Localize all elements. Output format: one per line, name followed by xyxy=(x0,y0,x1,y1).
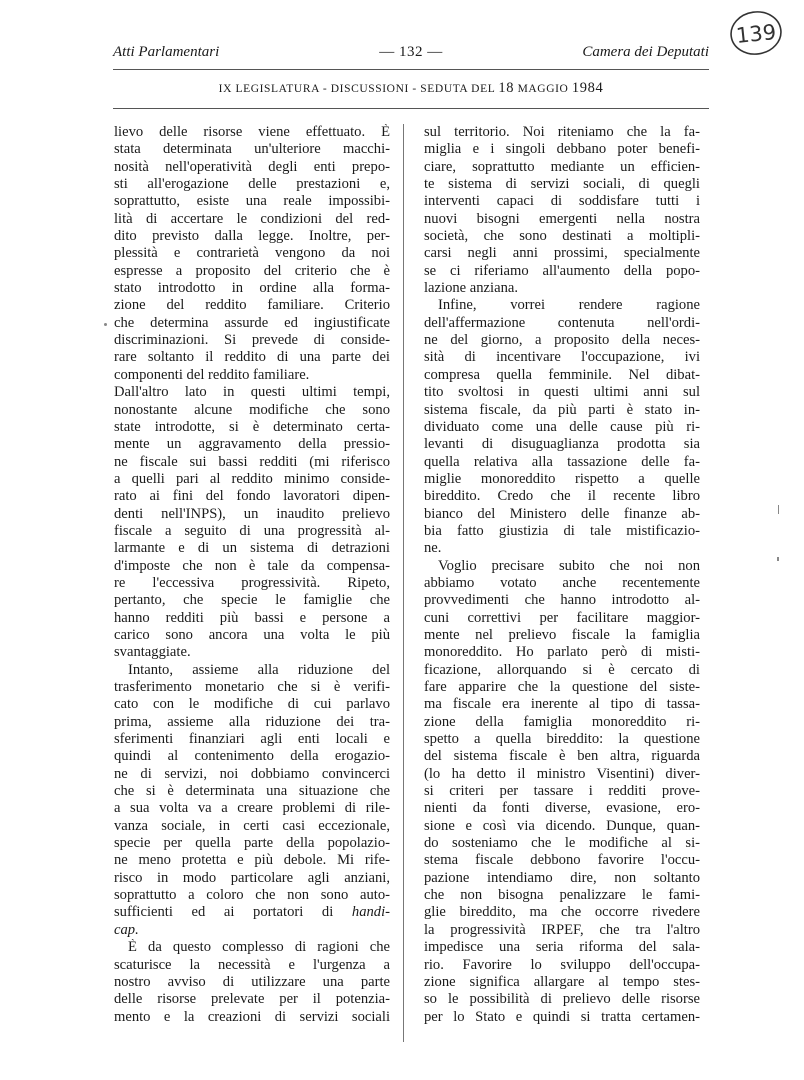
text-line: la progressività IRPEF, che tra l'altro xyxy=(424,921,700,938)
text-line: componenti del reddito familiare. xyxy=(114,366,310,383)
text-line: ne. xyxy=(424,540,442,557)
text-line: ne meno protetta e più debole. Mi rife- xyxy=(114,852,390,869)
text-line: discriminazioni. Si prevede di conside- xyxy=(114,332,390,349)
right-text-column xyxy=(424,124,700,1026)
text-line: zione del reddito familiare. Criterio xyxy=(114,297,390,314)
text-line: miglia e i singoli debbano poter benefi- xyxy=(424,141,700,158)
text-line: mento e la creazioni di servizi sociali xyxy=(114,1008,390,1025)
text-line: sione e così via dicendo. Dunque, quan- xyxy=(424,817,700,834)
text-line: Intanto, assieme alla riduzione del xyxy=(128,661,390,678)
text-line: miglie monoreddito rispetto a quelle xyxy=(424,470,700,487)
session-month: MAGGIO xyxy=(514,83,572,95)
text-line: dividuato come una delle cause più ri- xyxy=(424,418,700,435)
left-text-column xyxy=(114,124,390,1026)
text-line: mente nel prelievo fiscale la famiglia xyxy=(424,626,700,643)
session-day: 18 xyxy=(498,80,515,96)
text-line: lievo delle risorse viene effettuato. È xyxy=(114,124,390,140)
text-line: scaturisce la necessità e l'urgenza a xyxy=(114,956,390,973)
text-line: dell'affermazione contenuta nell'ordi- xyxy=(424,314,700,331)
stamp-number: 139 xyxy=(734,19,778,49)
text-line: zione della famiglia monoreddito ri- xyxy=(424,713,700,730)
text-line: a quelli pari al reddito minimo conside- xyxy=(114,470,390,487)
text-line: ne fiscale sui bassi redditi (mi riferisco xyxy=(114,453,390,470)
text-line: mente un aggravamento della pressio- xyxy=(114,436,390,453)
text-line: quindi al contenimento della erogazio- xyxy=(114,748,390,765)
text-line: È da questo complesso di ragioni che xyxy=(128,939,390,956)
publication-title: Atti Parlamentari xyxy=(113,44,220,60)
text-line: so le possibilità di prelievo delle risorse xyxy=(424,991,700,1008)
text-line: soprattutto, esiste una reale impossibi- xyxy=(114,193,390,210)
text-line: prima, assieme alla riduzione dei tra- xyxy=(114,713,390,730)
text-line: Voglio precisare subito che noi non xyxy=(438,557,700,574)
text-line: do sosteniamo che le modifiche al si- xyxy=(424,835,700,852)
text-line: ma fiscale era inerente al tipo di tassa- xyxy=(424,696,700,713)
text-line: dito previsto dalla legge. Inoltre, per- xyxy=(114,228,390,245)
text-line: espresse a proposito del criterio che è xyxy=(114,262,390,279)
session-prefix: IX LEGISLATURA - DISCUSSIONI - SEDUTA DEL xyxy=(218,83,499,95)
text-line: (lo ha detto il ministro Visentini) diver- xyxy=(424,765,700,782)
text-line: soprattutto a coloro che non sono auto- xyxy=(114,887,390,904)
text-line: ne di servizi, noi dobbiamo convincerci xyxy=(114,765,390,782)
text-line: hanno redditi più bassi e persone a xyxy=(114,609,390,626)
text-line: nosità nell'operatività degli enti prepo- xyxy=(114,158,390,175)
header-rule-top xyxy=(113,69,709,70)
text-line: larmante e di un sistema di detrazioni xyxy=(114,540,390,557)
session-year: 1984 xyxy=(571,80,604,96)
text-line: carsi negli anni prossimi, specialmente xyxy=(424,245,700,262)
text-line: abbiamo votato anche recentemente xyxy=(424,574,700,591)
text-line: ne del giorno, a proposito della neces- xyxy=(424,332,700,349)
text-line: si criteri per tassare i redditi prove- xyxy=(424,783,700,800)
text-line: bireddito. Credo che il recente libro xyxy=(424,488,700,505)
text-line: che non bisogna penalizzare le fami- xyxy=(424,887,700,904)
text-line: del sistema fiscale è ben altra, riguarda xyxy=(424,748,700,765)
text-line: d'imposte che non è tale da compensa- xyxy=(114,557,390,574)
text-line: vanza sociale, in certi casi eccezionale, xyxy=(114,817,390,834)
text-line: lità di accertare le condizioni del red- xyxy=(114,210,390,227)
text-line: rare soltanto il reddito di una parte dei xyxy=(114,349,390,366)
handwritten-page-stamp xyxy=(727,8,785,58)
text-line: sferimenti finanziari agli enti locali e xyxy=(114,731,390,748)
text-line: per lo Stato e quindi si tratta certamen- xyxy=(424,1008,700,1025)
text-line: fiscale a seguito di una progressità al- xyxy=(114,522,390,539)
text-line: compresa quella femminile. Nel dibat- xyxy=(424,366,700,383)
text-line: svantaggiate. xyxy=(114,644,191,661)
text-line: lazione anziana. xyxy=(424,280,518,297)
text-line: provvedimenti che hanno introdotto al- xyxy=(424,592,700,609)
text-line: nuovi bisogni emergenti nella nostra xyxy=(424,210,700,227)
text-line: fare apparire che la questione del siste- xyxy=(424,679,700,695)
text-line: rato ai fini del fondo lavoratori dipen- xyxy=(114,488,390,505)
text-line: zione significa allargare al tempo stes- xyxy=(424,973,700,990)
scan-speck xyxy=(777,557,779,561)
text-line: sufficienti ed ai portatori di handi- xyxy=(114,904,390,921)
page-header xyxy=(113,44,709,66)
text-line: levanti di disuguaglianza prodotta sia xyxy=(424,436,700,453)
text-line: tito svoltosi in questi ultimi anni sul xyxy=(424,384,700,401)
text-line: ciare, soprattutto mediante un efficien- xyxy=(424,158,700,175)
header-rule-bottom xyxy=(113,108,709,109)
text-line: se ci riferiamo all'aumento della popo- xyxy=(424,262,700,279)
column-divider xyxy=(403,124,404,1042)
text-line: impedisce una seria riforma del sala- xyxy=(424,939,700,956)
text-line: state introdotte, si è determinato certa- xyxy=(114,418,390,435)
text-line: te sistema di servizi sociali, di quegli xyxy=(424,176,700,193)
text-line: delle risorse prelevate per il potenzia- xyxy=(114,991,390,1008)
text-line: risco in modo particolare agli anziani, xyxy=(114,869,390,886)
text-line: bia fatto giustizia di tale mistificazio- xyxy=(424,522,700,539)
text-line: monoreddito. Ho parlato però di misti- xyxy=(424,644,700,661)
text-line: ficazione, allorquando si è cercato di xyxy=(424,661,700,678)
text-line: stato introdotto in ordine alla forma- xyxy=(114,280,390,297)
text-line: denti nell'INPS), un inaudito prelievo xyxy=(114,505,390,522)
text-line: rio. Favorire lo sviluppo dell'occupa- xyxy=(424,956,700,973)
text-line: nostro avviso di utilizzare una parte xyxy=(114,973,390,990)
text-line: sul territorio. Noi riteniamo che la fa- xyxy=(424,124,700,140)
text-line: sistema fiscale, da più parti è stato in- xyxy=(424,401,700,418)
page-number: — 132 — xyxy=(379,44,443,60)
text-line: sti all'erogazione delle prestazioni e, xyxy=(114,176,390,193)
text-line: re l'eccessiva progressività. Ripeto, xyxy=(114,574,390,591)
text-line: sità di incentivare l'occupazione, ivi xyxy=(424,349,700,366)
text-line: nienti da fonti diverse, evasione, ero- xyxy=(424,800,700,817)
text-line: quella relativa alla tassazione delle fa- xyxy=(424,453,700,470)
text-line: spetto a quella bireddito: la questione xyxy=(424,731,700,748)
text-line: cato con le modifiche di cui parlavo xyxy=(114,696,390,713)
text-line: plessità e contrarietà vengono da noi xyxy=(114,245,390,262)
chamber-name: Camera dei Deputati xyxy=(582,44,709,60)
text-line: bianco del Ministero delle finanze ab- xyxy=(424,505,700,522)
text-line: che determina assurde ed ingiustificate xyxy=(114,314,390,331)
text-line: nonostante alcune modifiche che sono xyxy=(114,401,390,418)
text-line: società, che sono destinati a moltipli- xyxy=(424,228,700,245)
text-line: stata determinata un'ulteriore macchi- xyxy=(114,141,390,158)
text-line: stema fiscale debbono favorire l'occu- xyxy=(424,852,700,869)
session-line xyxy=(113,80,709,97)
scan-speck xyxy=(778,505,779,514)
text-line: pertanto, che specie le famiglie che xyxy=(114,592,390,609)
text-line: interventi capaci di soddisfare tutti i xyxy=(424,193,700,210)
text-line: glie bireddito, ma che occorre rivedere xyxy=(424,904,700,921)
text-line: specie per quella parte della popolazio- xyxy=(114,835,390,852)
scan-speck xyxy=(104,323,107,326)
text-line: trasferimento monetario che si è verifi- xyxy=(114,679,390,695)
text-line: pazione intendiamo dire, non soltanto xyxy=(424,869,700,886)
text-line: che si è determinata una situazione che xyxy=(114,783,390,800)
text-line: Infine, vorrei rendere ragione xyxy=(438,297,700,314)
text-line: a sua volta va a creare problemi di rile- xyxy=(114,800,390,817)
text-line: cuni correttivi per facilitare maggior- xyxy=(424,609,700,626)
text-line: cap. xyxy=(114,921,139,938)
text-line: Dall'altro lato in questi ultimi tempi, xyxy=(114,384,390,401)
text-line: carico sono ancora una volta le più xyxy=(114,626,390,643)
